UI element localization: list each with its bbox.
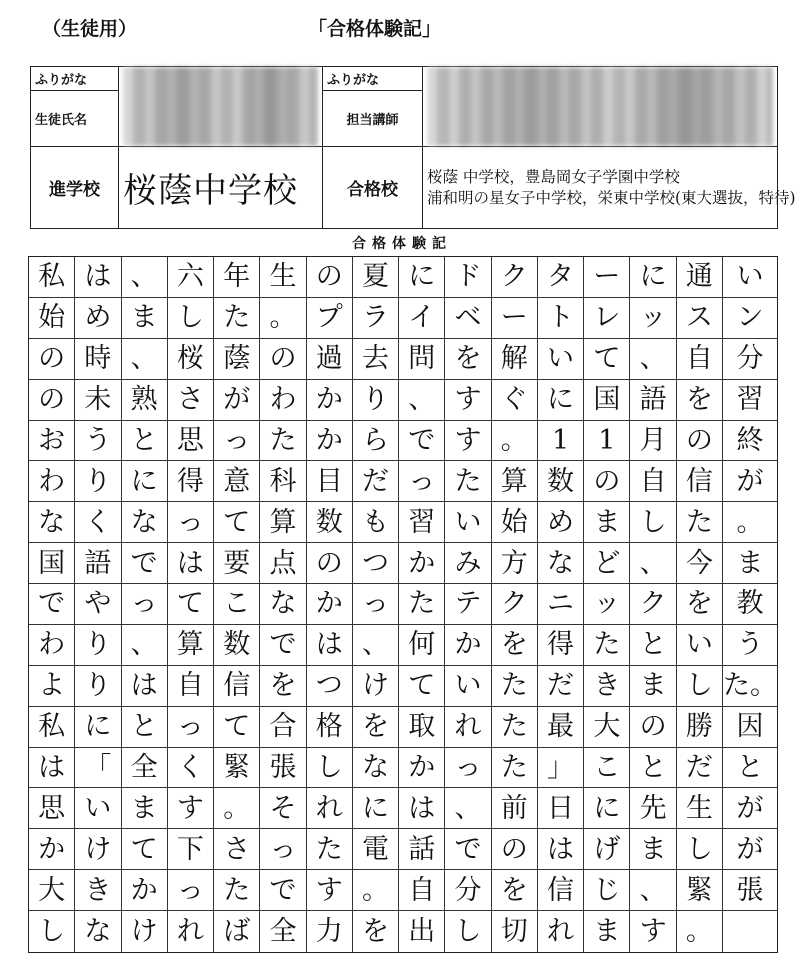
grid-cell: か	[307, 584, 353, 625]
grid-cell: 。	[723, 502, 777, 543]
grid-cell: た	[307, 829, 353, 870]
grid-cell: ま	[584, 502, 630, 543]
grid-cell: し	[630, 502, 676, 543]
grid-cell: 熟	[122, 380, 168, 421]
grid-cell: さ	[168, 380, 214, 421]
grid-cell: 月	[630, 421, 676, 462]
grid-cell: き	[75, 870, 121, 911]
grid-cell: い	[75, 788, 121, 829]
grid-cell: ク	[492, 584, 538, 625]
grid-cell: り	[75, 625, 121, 666]
grid-cell: り	[75, 461, 121, 502]
grid-cell: 国	[29, 543, 75, 584]
grid-cell: を	[677, 380, 723, 421]
grid-cell: 要	[214, 543, 260, 584]
grid-cell: け	[75, 829, 121, 870]
grid-cell: 話	[399, 829, 445, 870]
grid-cell: だ	[538, 666, 584, 707]
grid-cell: の	[677, 421, 723, 462]
grid-cell: 蔭	[214, 339, 260, 380]
grid-cell: に	[399, 257, 445, 298]
passed-schools	[423, 147, 796, 229]
grid-cell: 数	[307, 502, 353, 543]
passed-school-line-1: 桜蔭 中学校，豊島岡女子学園中学校	[427, 167, 680, 186]
grid-cell: ト	[538, 298, 584, 339]
grid-cell: 数	[214, 625, 260, 666]
grid-cell: 始	[492, 502, 538, 543]
grid-cell: み	[445, 543, 491, 584]
grid-cell: 数	[538, 461, 584, 502]
grid-cell: 私	[29, 707, 75, 748]
grid-cell: 国	[584, 380, 630, 421]
grid-cell: っ	[260, 829, 306, 870]
grid-cell: れ	[538, 911, 584, 952]
grid-cell: も	[353, 502, 399, 543]
grid-cell: と	[723, 748, 777, 789]
grid-cell: こ	[214, 584, 260, 625]
grid-cell: し	[677, 829, 723, 870]
grid-cell: 算	[492, 461, 538, 502]
grid-cell: す	[168, 788, 214, 829]
grid-cell: 合	[260, 707, 306, 748]
grid-cell: 。	[677, 911, 723, 952]
grid-cell: す	[445, 380, 491, 421]
student-name-redacted	[119, 67, 323, 147]
grid-cell: の	[584, 461, 630, 502]
teacher-label: 担当講師	[323, 91, 423, 147]
grid-cell: に	[75, 707, 121, 748]
grid-cell: 信	[677, 461, 723, 502]
grid-cell: は	[122, 666, 168, 707]
grid-cell: 取	[399, 707, 445, 748]
grid-cell: 過	[307, 339, 353, 380]
grid-cell: を	[492, 870, 538, 911]
grid-cell: 力	[307, 911, 353, 952]
grid-cell: ぐ	[492, 380, 538, 421]
grid-cell: ー	[584, 257, 630, 298]
grid-cell: ま	[630, 666, 676, 707]
grid-cell: 思	[29, 788, 75, 829]
grid-cell: り	[353, 380, 399, 421]
grid-cell: と	[630, 748, 676, 789]
grid-cell: よ	[29, 666, 75, 707]
grid-cell: こ	[584, 748, 630, 789]
grid-cell: わ	[29, 461, 75, 502]
grid-cell: 緊	[214, 748, 260, 789]
grid-cell: 目	[307, 461, 353, 502]
grid-cell: 。	[260, 298, 306, 339]
grid-cell: 何	[399, 625, 445, 666]
grid-cell: の	[307, 543, 353, 584]
grid-cell: た	[260, 421, 306, 462]
grid-cell: 語	[75, 543, 121, 584]
grid-cell: ー	[492, 298, 538, 339]
grid-cell: を	[677, 584, 723, 625]
grid-cell: か	[399, 543, 445, 584]
grid-cell: 教	[723, 584, 777, 625]
grid-cell: 解	[492, 339, 538, 380]
grid-cell: が	[723, 829, 777, 870]
grid-cell: 。	[353, 870, 399, 911]
grid-cell: に	[584, 788, 630, 829]
grid-cell: 」	[538, 748, 584, 789]
grid-cell: 因	[723, 707, 777, 748]
grid-cell: 自	[168, 666, 214, 707]
grid-cell: か	[122, 870, 168, 911]
grid-cell: し	[677, 666, 723, 707]
grid-cell: い	[445, 502, 491, 543]
grid-cell: 先	[630, 788, 676, 829]
grid-cell: し	[307, 748, 353, 789]
grid-cell: か	[399, 748, 445, 789]
school-label: 進学校	[31, 147, 119, 229]
grid-cell: す	[630, 911, 676, 952]
grid-cell: さ	[214, 829, 260, 870]
grid-cell: テ	[445, 584, 491, 625]
grid-cell: い	[538, 339, 584, 380]
grid-cell: げ	[584, 829, 630, 870]
grid-cell: め	[538, 502, 584, 543]
grid-cell: レ	[584, 298, 630, 339]
grid-cell: っ	[445, 748, 491, 789]
grid-cell: た	[445, 461, 491, 502]
grid-cell: ど	[584, 543, 630, 584]
grid-cell: ッ	[630, 298, 676, 339]
grid-cell: な	[75, 911, 121, 952]
grid-cell: の	[260, 339, 306, 380]
grid-cell: い	[723, 257, 777, 298]
grid-cell: た	[492, 748, 538, 789]
grid-cell: 習	[399, 502, 445, 543]
grid-cell: 下	[168, 829, 214, 870]
grid-cell: ン	[723, 298, 777, 339]
teacher-name-redacted	[423, 67, 778, 147]
grid-cell: と	[122, 707, 168, 748]
grid-cell: け	[353, 666, 399, 707]
grid-cell: は	[168, 543, 214, 584]
grid-cell: ベ	[445, 298, 491, 339]
grid-cell: け	[122, 911, 168, 952]
grid-cell: 張	[723, 870, 777, 911]
header-form-title: 「合格体験記」	[308, 18, 442, 40]
grid-cell: ば	[214, 911, 260, 952]
grid-cell: 去	[353, 339, 399, 380]
grid-cell: た	[584, 625, 630, 666]
grid-cell: 1	[584, 421, 630, 462]
grid-cell: た	[214, 870, 260, 911]
grid-cell: い	[445, 666, 491, 707]
grid-cell: は	[307, 625, 353, 666]
grid-cell: め	[75, 298, 121, 339]
grid-cell: う	[75, 421, 121, 462]
furigana-label: ふりがな	[31, 67, 119, 91]
grid-cell: 私	[29, 257, 75, 298]
grid-cell: た	[399, 584, 445, 625]
grid-cell: だ	[353, 461, 399, 502]
grid-cell: て	[399, 666, 445, 707]
grid-cell: 出	[399, 911, 445, 952]
passed-school-line-2: 浦和明の星女子中学校，栄東中学校(東大選抜，特待)	[427, 188, 796, 207]
grid-cell: た	[214, 298, 260, 339]
school-value: 桜蔭中学校	[119, 147, 323, 229]
grid-cell: 未	[75, 380, 121, 421]
grid-cell: し	[168, 298, 214, 339]
grid-cell: て	[122, 829, 168, 870]
grid-cell: で	[445, 829, 491, 870]
grid-cell: 全	[122, 748, 168, 789]
grid-cell: の	[630, 707, 676, 748]
grid-cell: 格	[307, 707, 353, 748]
grid-cell: す	[445, 421, 491, 462]
grid-cell: り	[75, 666, 121, 707]
grid-cell: ラ	[353, 298, 399, 339]
grid-cell: 日	[538, 788, 584, 829]
grid-cell: は	[29, 748, 75, 789]
grid-cell: て	[214, 707, 260, 748]
grid-cell: 始	[29, 298, 75, 339]
grid-cell: っ	[214, 421, 260, 462]
grid-cell: ら	[353, 421, 399, 462]
grid-cell: た	[677, 502, 723, 543]
grid-cell: が	[214, 380, 260, 421]
grid-cell: で	[29, 584, 75, 625]
grid-cell: じ	[584, 870, 630, 911]
grid-cell: い	[677, 625, 723, 666]
grid-cell: か	[445, 625, 491, 666]
grid-cell: つ	[353, 543, 399, 584]
grid-cell: お	[29, 421, 75, 462]
grid-cell: 。	[492, 421, 538, 462]
grid-cell: 緊	[677, 870, 723, 911]
grid-cell: っ	[168, 707, 214, 748]
grid-cell: 、	[122, 625, 168, 666]
grid-cell: を	[353, 707, 399, 748]
grid-cell: 算	[260, 502, 306, 543]
grid-cell: に	[353, 788, 399, 829]
grid-cell: を	[353, 911, 399, 952]
grid-cell: わ	[260, 380, 306, 421]
grid-cell: 得	[538, 625, 584, 666]
grid-cell: し	[29, 911, 75, 952]
essay-title: 合格体験記	[352, 236, 452, 252]
grid-cell: 自	[630, 461, 676, 502]
grid-cell: は	[75, 257, 121, 298]
grid-cell: は	[399, 788, 445, 829]
grid-cell: っ	[168, 870, 214, 911]
grid-cell: 今	[677, 543, 723, 584]
grid-cell: だ	[677, 748, 723, 789]
grid-cell: 思	[168, 421, 214, 462]
passed-label: 合格校	[323, 147, 423, 229]
grid-cell: っ	[399, 461, 445, 502]
grid-cell: し	[445, 911, 491, 952]
grid-cell: て	[214, 502, 260, 543]
grid-cell: 前	[492, 788, 538, 829]
grid-cell: 得	[168, 461, 214, 502]
grid-cell: か	[307, 421, 353, 462]
grid-cell: 算	[168, 625, 214, 666]
grid-cell: 「	[75, 748, 121, 789]
grid-cell: で	[399, 421, 445, 462]
grid-cell: 通	[677, 257, 723, 298]
grid-cell: 、	[445, 788, 491, 829]
grid-cell: て	[584, 339, 630, 380]
grid-cell: 点	[260, 543, 306, 584]
grid-cell: つ	[307, 666, 353, 707]
grid-cell: 習	[723, 380, 777, 421]
grid-cell: ド	[445, 257, 491, 298]
grid-cell: 、	[630, 339, 676, 380]
grid-cell: 終	[723, 421, 777, 462]
grid-cell: が	[723, 788, 777, 829]
grid-cell: に	[538, 380, 584, 421]
grid-cell: と	[630, 625, 676, 666]
grid-cell: を	[445, 339, 491, 380]
grid-cell: っ	[168, 502, 214, 543]
grid-cell: 大	[29, 870, 75, 911]
grid-cell: れ	[307, 788, 353, 829]
grid-cell: の	[492, 829, 538, 870]
grid-cell: れ	[445, 707, 491, 748]
grid-cell: 自	[677, 339, 723, 380]
grid-cell: を	[492, 625, 538, 666]
grid-cell: っ	[353, 584, 399, 625]
grid-cell: 、	[399, 380, 445, 421]
grid-cell: 電	[353, 829, 399, 870]
grid-cell: 全	[260, 911, 306, 952]
header-student-use: （生徒用）	[42, 18, 138, 40]
grid-cell: 最	[538, 707, 584, 748]
grid-cell: ク	[630, 584, 676, 625]
grid-cell: 、	[630, 543, 676, 584]
grid-cell: で	[260, 625, 306, 666]
grid-cell: 張	[260, 748, 306, 789]
grid-cell: 、	[122, 339, 168, 380]
grid-cell	[723, 911, 777, 952]
grid-cell: 時	[75, 339, 121, 380]
grid-cell: 1	[538, 421, 584, 462]
info-table	[30, 66, 796, 229]
grid-cell: な	[122, 502, 168, 543]
grid-cell: 分	[723, 339, 777, 380]
grid-cell: 夏	[353, 257, 399, 298]
grid-cell: ス	[677, 298, 723, 339]
grid-cell: 方	[492, 543, 538, 584]
grid-cell: た	[492, 666, 538, 707]
grid-cell: く	[75, 502, 121, 543]
grid-cell: 語	[630, 380, 676, 421]
grid-cell: か	[307, 380, 353, 421]
grid-cell: 意	[214, 461, 260, 502]
grid-cell: か	[29, 829, 75, 870]
grid-cell: 生	[677, 788, 723, 829]
grid-cell: な	[538, 543, 584, 584]
grid-cell: プ	[307, 298, 353, 339]
grid-cell: 勝	[677, 707, 723, 748]
grid-cell: 生	[260, 257, 306, 298]
grid-cell: ニ	[538, 584, 584, 625]
grid-cell: 、	[122, 257, 168, 298]
grid-cell: す	[307, 870, 353, 911]
grid-cell: ッ	[584, 584, 630, 625]
grid-cell: ま	[122, 298, 168, 339]
grid-cell: た。	[723, 666, 777, 707]
grid-cell: 信	[538, 870, 584, 911]
grid-cell: な	[353, 748, 399, 789]
grid-cell: 切	[492, 911, 538, 952]
grid-cell: ま	[630, 829, 676, 870]
grid-cell: ま	[584, 911, 630, 952]
grid-cell: 自	[399, 870, 445, 911]
grid-cell: そ	[260, 788, 306, 829]
grid-cell: 科	[260, 461, 306, 502]
grid-cell: ま	[723, 543, 777, 584]
grid-cell: を	[260, 666, 306, 707]
manuscript-grid	[28, 256, 778, 953]
grid-cell: 分	[445, 870, 491, 911]
grid-cell: が	[723, 461, 777, 502]
grid-cell: ク	[492, 257, 538, 298]
grid-cell: 、	[630, 870, 676, 911]
grid-cell: て	[168, 584, 214, 625]
grid-cell: れ	[168, 911, 214, 952]
grid-cell: イ	[399, 298, 445, 339]
grid-cell: は	[538, 829, 584, 870]
grid-cell: で	[260, 870, 306, 911]
grid-cell: 信	[214, 666, 260, 707]
grid-cell: な	[260, 584, 306, 625]
grid-cell: に	[630, 257, 676, 298]
grid-cell: っ	[122, 584, 168, 625]
grid-cell: 問	[399, 339, 445, 380]
teacher-furigana-label: ふりがな	[323, 67, 423, 91]
grid-cell: や	[75, 584, 121, 625]
grid-cell: の	[307, 257, 353, 298]
grid-cell: 六	[168, 257, 214, 298]
grid-cell: 桜	[168, 339, 214, 380]
grid-cell: ま	[122, 788, 168, 829]
grid-cell: 。	[214, 788, 260, 829]
grid-cell: 大	[584, 707, 630, 748]
grid-cell: で	[122, 543, 168, 584]
grid-cell: な	[29, 502, 75, 543]
grid-cell: タ	[538, 257, 584, 298]
grid-cell: わ	[29, 625, 75, 666]
grid-cell: と	[122, 421, 168, 462]
grid-cell: き	[584, 666, 630, 707]
grid-cell: の	[29, 380, 75, 421]
grid-cell: く	[168, 748, 214, 789]
grid-cell: う	[723, 625, 777, 666]
grid-cell: に	[122, 461, 168, 502]
grid-cell: 年	[214, 257, 260, 298]
grid-cell: た	[492, 707, 538, 748]
student-name-label: 生徒氏名	[31, 91, 119, 147]
grid-cell: 、	[353, 625, 399, 666]
grid-cell: の	[29, 339, 75, 380]
